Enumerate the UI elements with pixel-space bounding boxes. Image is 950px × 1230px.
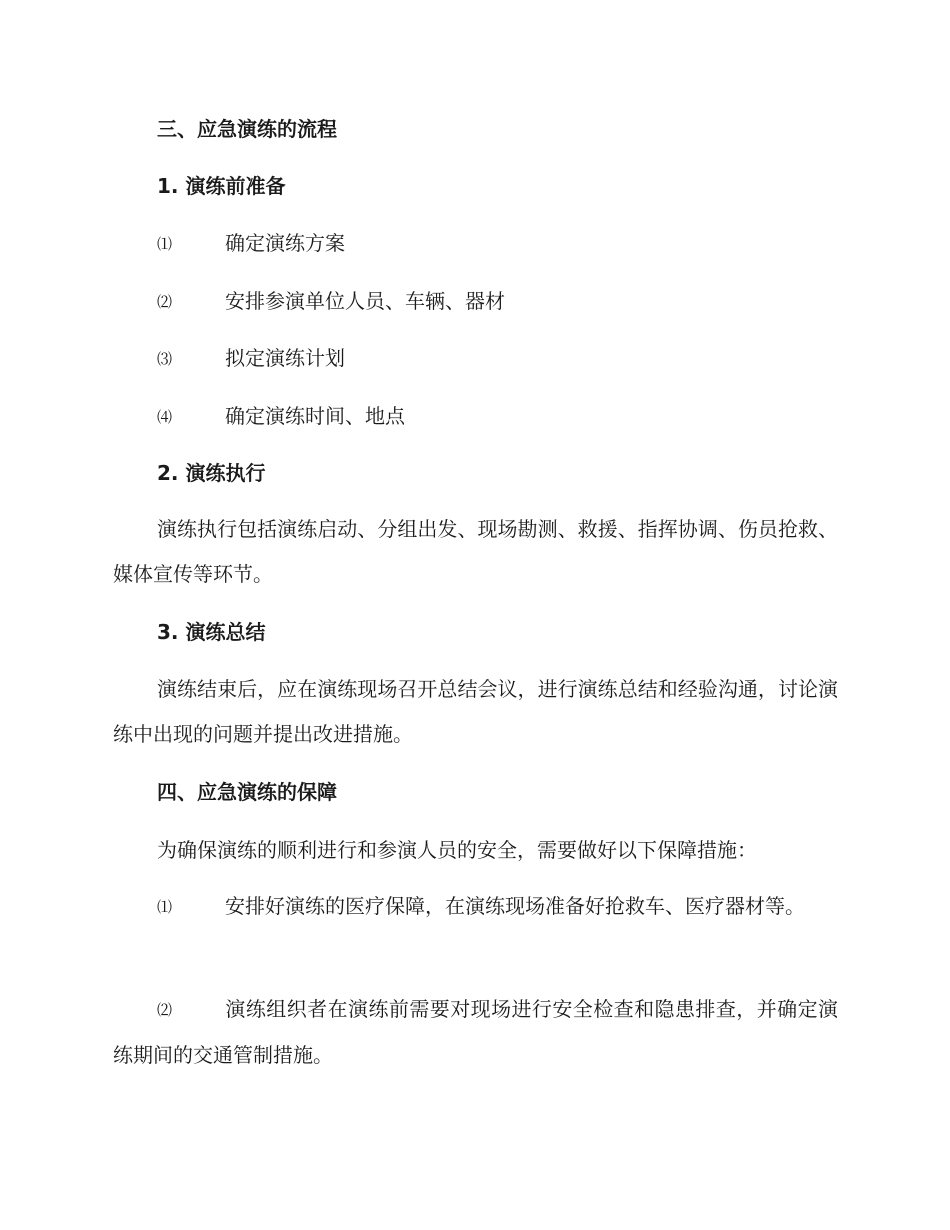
section-3-heading: 三、应急演练的流程 [157,117,337,141]
list-item [157,286,882,317]
list-item-text: 安排参演单位人员、车辆、器材 [225,289,505,313]
list-item-text: 演练组织者在演练前需要对现场进行安全检查和隐患排查，并确定演练期间的交通管制措施。 [113,997,838,1067]
list-item [157,228,882,259]
list-item [113,884,838,930]
list-item-number: ⑴ [157,235,173,253]
list-item-number: ⑶ [157,350,173,368]
list-item [113,987,838,1078]
list-item [157,401,882,432]
list-item [157,343,882,374]
list-item-text: 确定演练方案 [225,231,345,255]
list-item-number: ⑵ [157,293,173,311]
list-item-text: 拟定演练计划 [225,346,345,370]
subsection-1-heading: 1. 演练前准备 [157,174,286,198]
section-4-heading: 四、应急演练的保障 [157,780,337,804]
subsection-2-heading: 2. 演练执行 [157,461,266,485]
list-item-text: 安排好演练的医疗保障，在演练现场准备好抢救车、医疗器材等。 [225,894,805,918]
execution-paragraph: 演练执行包括演练启动、分组出发、现场勘测、救援、指挥协调、伤员抢救、媒体宣传等环节。 [113,517,838,586]
section-4-intro: 为确保演练的顺利进行和参演人员的安全，需要做好以下保障措施： [157,838,757,862]
list-item-number: ⑴ [157,898,173,916]
summary-paragraph: 演练结束后，应在演练现场召开总结会议，进行演练总结和经验沟通，讨论演练中出现的问题并提出改进措施。 [113,677,838,746]
list-item-number: ⑷ [157,408,173,426]
subsection-3-heading: 3. 演练总结 [157,620,266,644]
list-item-text: 确定演练时间、地点 [225,404,405,428]
list-item-number: ⑵ [157,1001,173,1019]
